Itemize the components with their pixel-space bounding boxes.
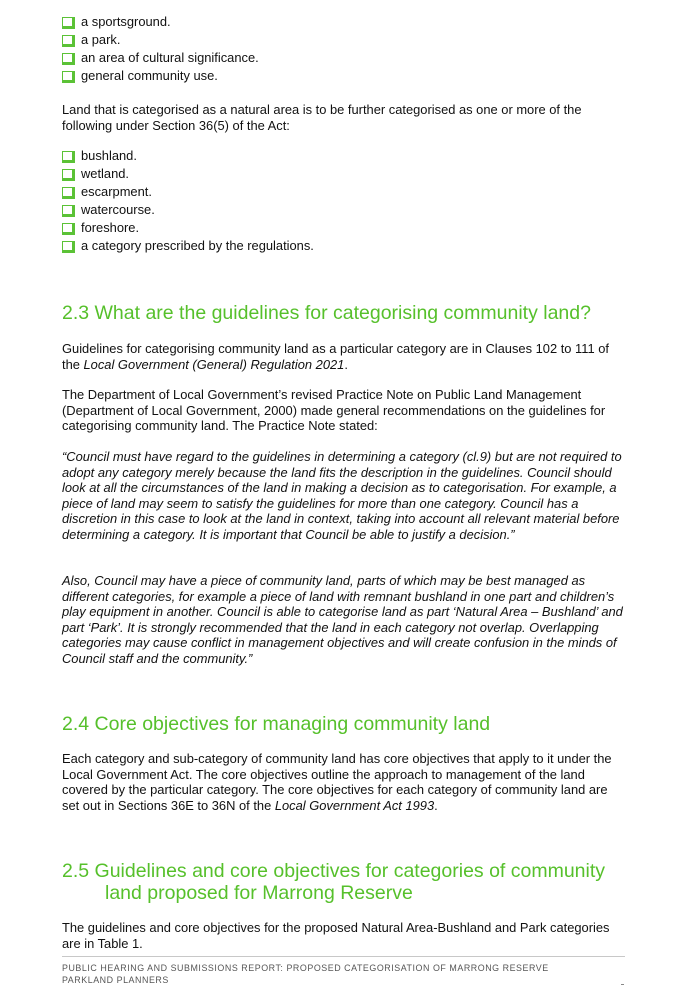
list-item <box>62 67 259 85</box>
checkbox-bullet-icon <box>62 151 73 161</box>
page-mark <box>621 984 624 985</box>
list-item-text: wetland. <box>81 166 130 181</box>
list-item <box>62 165 314 183</box>
checkbox-bullet-icon <box>62 169 73 179</box>
section-2-4-paragraph <box>62 751 628 813</box>
paragraph-text: Each category and sub-category of community land has core objectives that apply to it under the Local Government Act. The core objectives outline the approach to management of the land covered by the particular category. The core objectives for each category of community land are set out in Sections 36E to 36N of the <box>62 751 612 813</box>
list-item <box>62 31 259 49</box>
list-item <box>62 49 259 67</box>
heading-line-1: 2.5 Guidelines and core objectives for categories of community <box>62 860 606 882</box>
list-item-text: watercourse. <box>81 202 155 217</box>
list-item-text: a park. <box>81 32 121 47</box>
act-title: Local Government Act 1993 <box>274 797 435 813</box>
list-item-text: a sportsground. <box>81 14 171 29</box>
checkbox-bullet-icon <box>62 187 73 197</box>
list-item-text: an area of cultural significance. <box>81 50 259 65</box>
checkbox-bullet-icon <box>62 35 73 45</box>
practice-note-quote-1: “Council must have regard to the guidelines in determining a category (cl.9) but are not required to adopt any category merely because the land fits the description in the guidelines. Council should look at all the circumstances of the land in making a decision as to categorisation. For example, a piece of land may seem to satisfy the guidelines for more than one category. Council has a discretion in this case to look at the land in context, taking into account all relevant material before determining a category. It is important that Council be able to justify a decision.” <box>62 449 622 542</box>
checkbox-bullet-icon <box>62 71 73 81</box>
list-item <box>62 201 314 219</box>
heading-line-2: land proposed for Marrong Reserve <box>105 882 413 904</box>
list-item <box>62 237 314 255</box>
section-2-4-heading: 2.4 Core objectives for managing community land <box>62 713 491 735</box>
regulation-title: Local Government (General) Regulation 2021 <box>83 356 345 372</box>
checkbox-bullet-icon <box>62 241 73 251</box>
practice-note-quote-2: Also, Council may have a piece of community land, parts of which may be best managed as different categories, for example a piece of land with remnant bushland in one part and children’s play equipment in another. Council is able to categorise land as part ‘Natural Area – Bushland’ and part ‘Park’. It is strongly recommended that the land in each category not overlap. Overlapping categories may cause conflict in management objectives and will create confusion in the minds of Council staff and the community.” <box>62 573 623 666</box>
page-footer <box>62 962 549 986</box>
list-item <box>62 183 314 201</box>
list-item-text: bushland. <box>81 148 137 163</box>
checkbox-bullet-icon <box>62 223 73 233</box>
natural-area-list <box>62 147 314 255</box>
list-item-text: escarpment. <box>81 184 152 199</box>
checkbox-bullet-icon <box>62 53 73 63</box>
checkbox-bullet-icon <box>62 17 73 27</box>
section-2-3-heading: 2.3 What are the guidelines for categorising community land? <box>62 302 591 324</box>
section-2-5-paragraph: The guidelines and core objectives for the proposed Natural Area-Bushland and Park categories are in Table 1. <box>62 920 610 951</box>
checkbox-bullet-icon <box>62 205 73 215</box>
list-item-text: foreshore. <box>81 220 140 235</box>
natural-area-intro: Land that is categorised as a natural area is to be further categorised as one or more of the following under Section 36(5) of the Act: <box>62 102 582 133</box>
footer-divider <box>62 956 625 957</box>
paragraph-end: . <box>344 356 348 372</box>
section-2-5-heading <box>62 860 632 904</box>
footer-report-title: PUBLIC HEARING AND SUBMISSIONS REPORT: PROPOSED CATEGORISATION OF MARRONG RESERVE <box>62 963 549 973</box>
section-2-3-paragraph-1 <box>62 341 628 372</box>
paragraph-text: Guidelines for categorising community land as a particular category are in Clauses 102 to 111 of the <box>62 341 609 372</box>
list-item <box>62 13 259 31</box>
land-category-list <box>62 13 259 85</box>
list-item <box>62 147 314 165</box>
list-item-text: a category prescribed by the regulations. <box>81 238 314 253</box>
section-2-3-paragraph-2: The Department of Local Government’s revised Practice Note on Public Land Management (Department of Local Government, 2000) made general recommendations on the guidelines for categorising community land. The Practice Note stated: <box>62 387 606 434</box>
footer-author: PARKLAND PLANNERS <box>62 975 169 985</box>
list-item <box>62 219 314 237</box>
paragraph-end: . <box>434 797 438 813</box>
list-item-text: general community use. <box>81 68 218 83</box>
